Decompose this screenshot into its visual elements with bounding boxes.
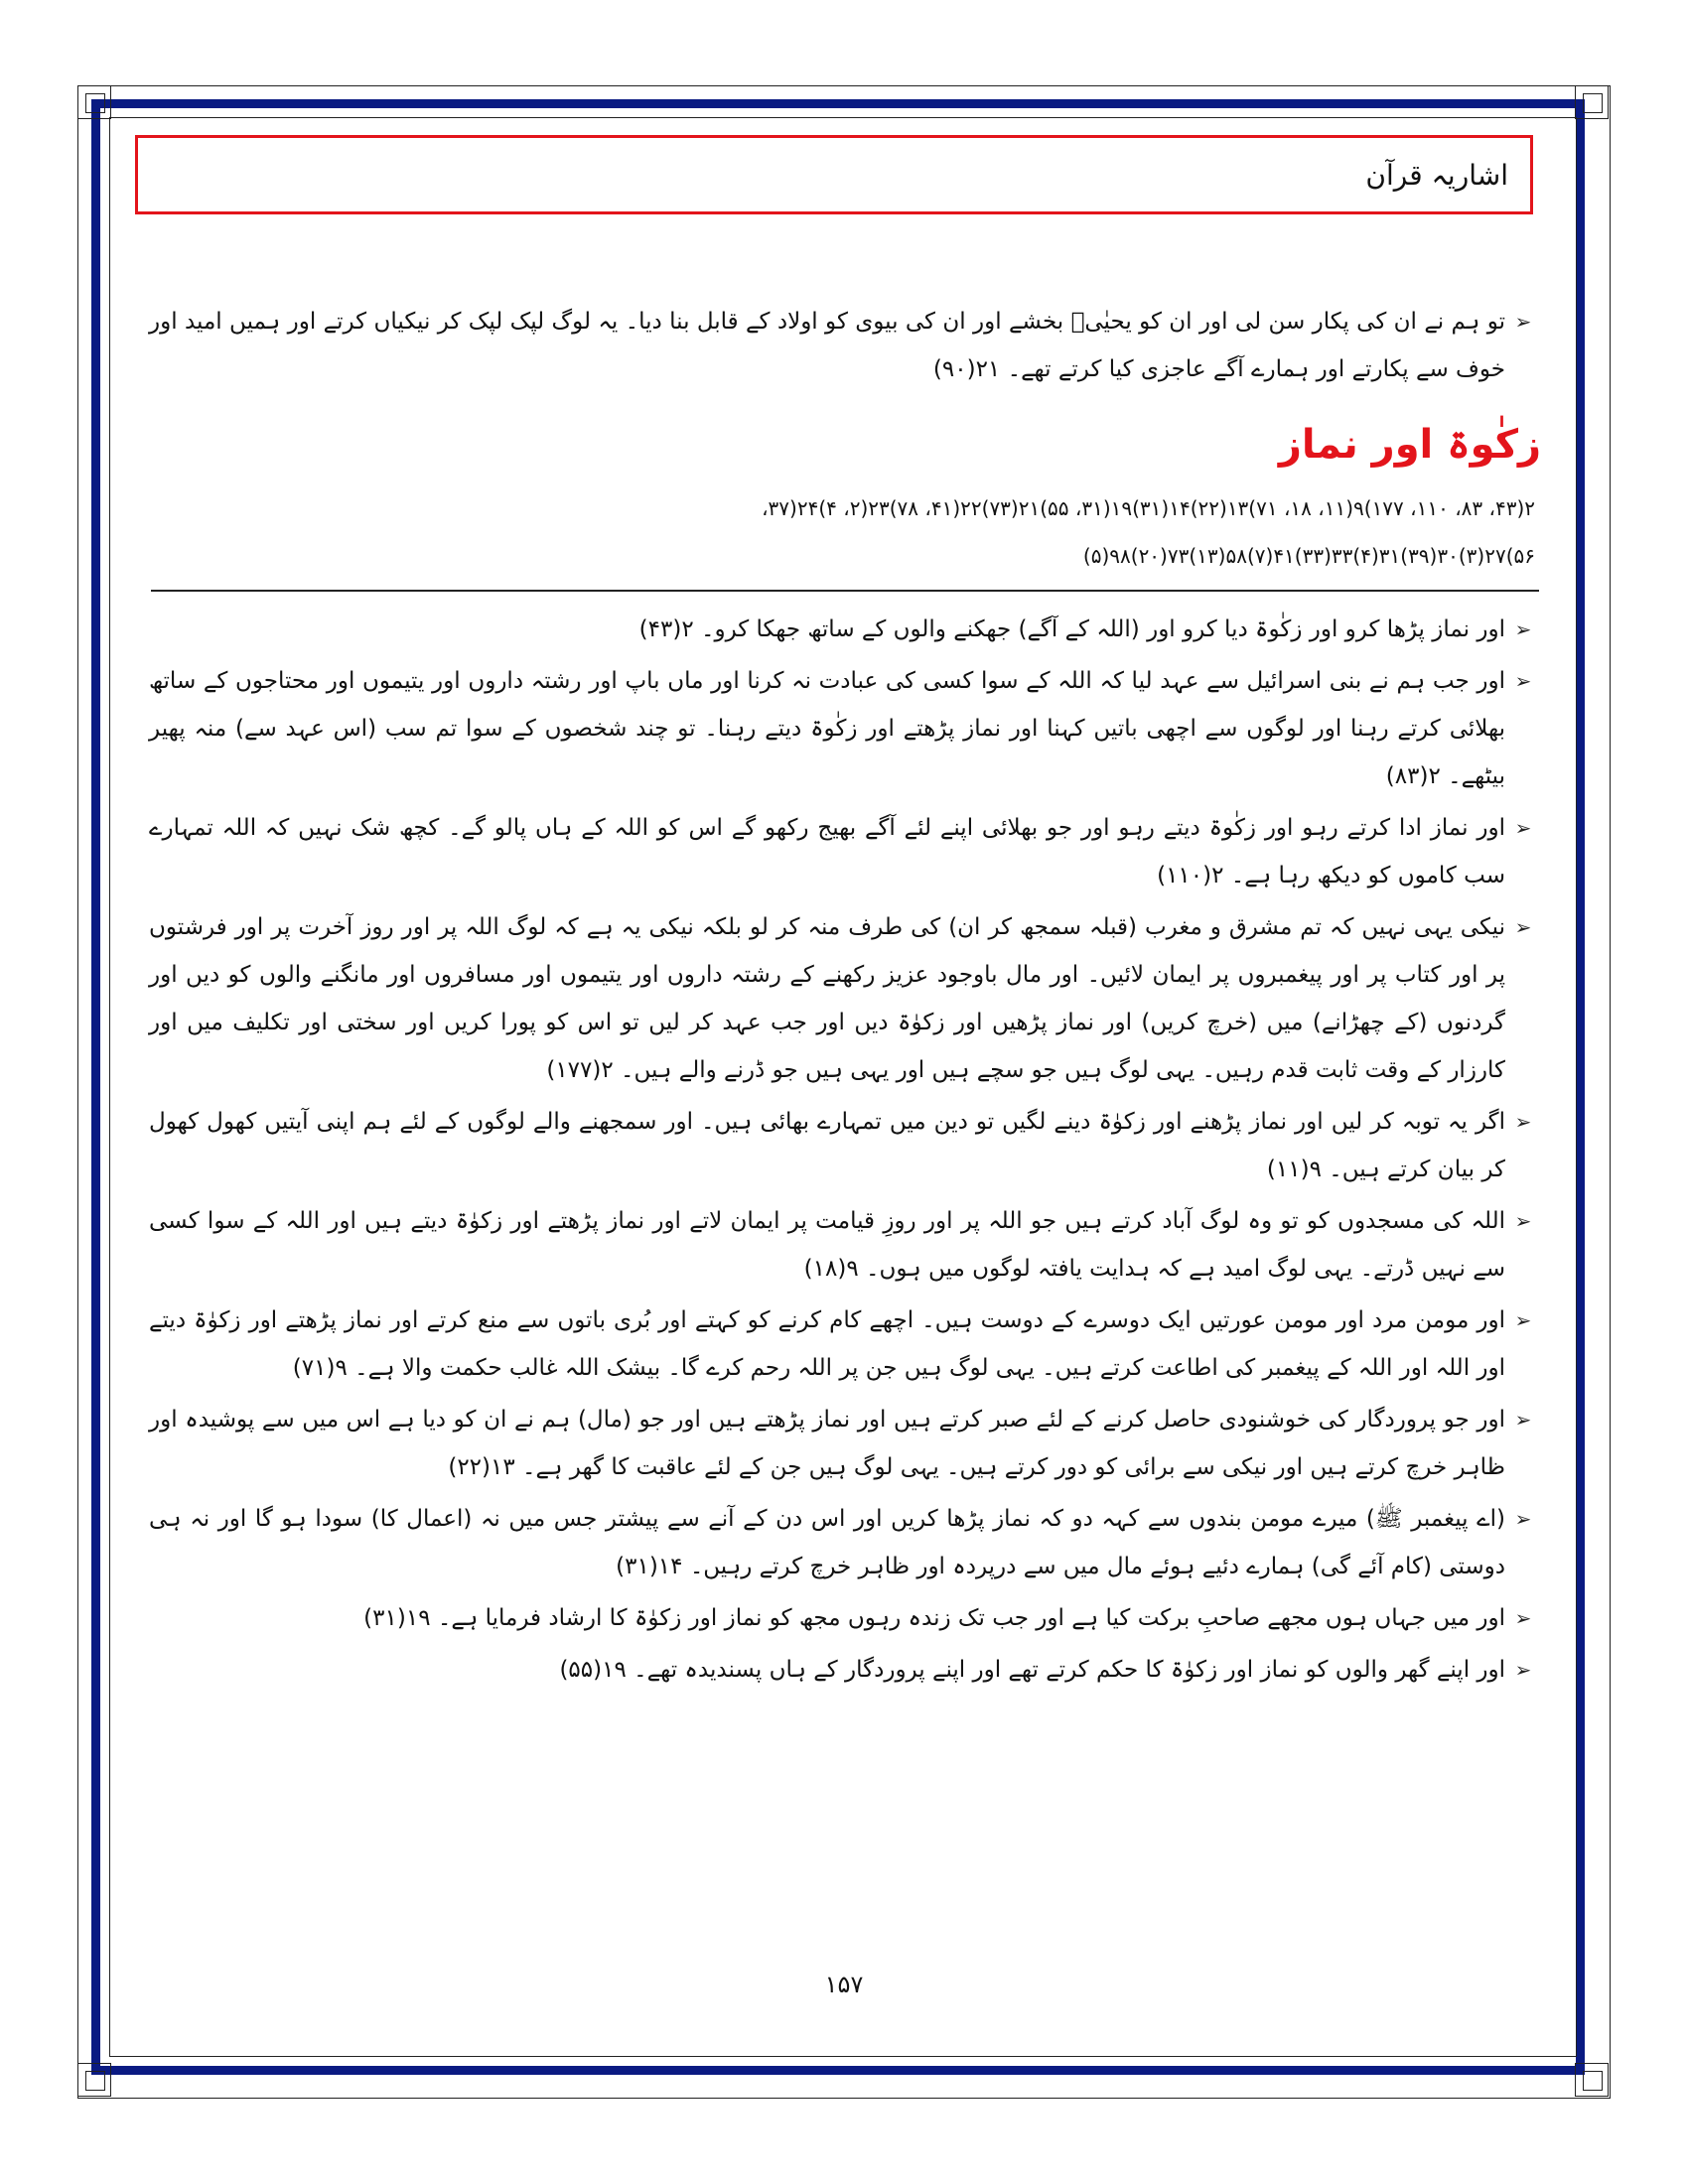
- frame-corner-ornament: [77, 2063, 111, 2097]
- section-divider: [151, 590, 1539, 592]
- arrow-bullet-icon: ➢: [1514, 1606, 1532, 1630]
- header-box: [135, 135, 1533, 214]
- arrow-bullet-icon: ➢: [1514, 669, 1532, 693]
- page-number: ۱۵۷: [824, 1971, 864, 1998]
- verse-entry: [149, 1297, 1541, 1392]
- frame-corner-ornament: [77, 85, 111, 119]
- reference-line: ۲(۴۳، ۸۳، ۱۱۰، ۱۷۷)۹(۱۱، ۱۸، ۷۱)۱۳(۲۲)۱۴(۳۱)۱۹(۳۱، ۵۵)۲۱(۷۳)۲۲(۴۱، ۷۸)۲۳(۲، ۴)۲۴(۳۷،: [762, 496, 1535, 520]
- verse-entry: [149, 1594, 1541, 1642]
- verse-entry: [149, 1098, 1541, 1193]
- verse-text: اور جو پروردگار کی خوشنودی حاصل کرنے کے لئے صبر کرتے ہیں اور نماز پڑھتے ہیں اور جو (مال) ہم نے ان کو دیا ہے اس میں سے پوشیدہ اور ظاہر خرچ کرتے ہیں اور نیکی سے برائی کو دور کرتے ہیں۔ یہی لوگ ہیں جن کے لئے عاقبت کا گھر ہے۔ ۱۳(۲۲): [149, 1407, 1505, 1480]
- verse-text: (اے پیغمبر ﷺ) میرے مومن بندوں سے کہہ دو کہ نماز پڑھا کریں اور اس دن کے آنے سے پیشتر جس میں نہ (اعمال کا) سودا ہو گا اور نہ ہی دوستی (کام آئے گی) ہمارے دئیے ہوئے مال میں سے درپردہ اور ظاہر خرچ کرتے رہیں۔ ۱۴(۳۱): [149, 1506, 1505, 1579]
- verse-text: تو ہم نے ان کی پکار سن لی اور ان کو یحیٰیؑ بخشے اور ان کی بیوی کو اولاد کے قابل بنا دیا۔ یہ لوگ لپک لپک کر نیکیاں کرتے اور ہمیں امید اور خوف سے پکارتے اور ہمارے آگے عاجزی کیا کرتے تھے۔ ۲۱(۹۰): [149, 309, 1505, 382]
- verse-text: اور مومن مرد اور مومن عورتیں ایک دوسرے کے دوست ہیں۔ اچھے کام کرنے کو کہتے اور بُری باتوں سے منع کرتے اور نماز پڑھتے اور زکوٰۃ دیتے اور اللہ اور اللہ کے پیغمبر کی اطاعت کرتے ہیں۔ یہی لوگ ہیں جن پر اللہ رحم کرے گا۔ بیشک اللہ غالب حکمت والا ہے۔ ۹(۷۱): [149, 1307, 1505, 1381]
- arrow-bullet-icon: ➢: [1514, 1658, 1532, 1682]
- verse-entry: [149, 804, 1541, 899]
- verse-entry: [149, 1495, 1541, 1590]
- arrow-bullet-icon: ➢: [1514, 1408, 1532, 1432]
- section-heading: زکٰوۃ اور نماز: [1278, 422, 1541, 468]
- verse-text: اگر یہ توبہ کر لیں اور نماز پڑھنے اور زکوٰۃ دینے لگیں تو دین میں تمہارے بھائی ہیں۔ اور سمجھنے والے لوگوں کے لئے ہم اپنی آیتیں کھول کھول کر بیان کرتے ہیں۔ ۹(۱۱): [149, 1109, 1505, 1182]
- verse-text: اللہ کی مسجدوں کو تو وہ لوگ آباد کرتے ہیں جو اللہ پر اور روزِ قیامت پر ایمان لاتے اور نماز پڑھتے اور زکوٰۃ دیتے ہیں اور اللہ کے سوا کسی سے نہیں ڈرتے۔ یہی لوگ امید ہے کہ ہدایت یافتہ لوگوں میں ہوں۔ ۹(۱۸): [149, 1208, 1505, 1282]
- verse-entry: [149, 606, 1541, 653]
- arrow-bullet-icon: ➢: [1514, 617, 1532, 641]
- arrow-bullet-icon: ➢: [1514, 1110, 1532, 1134]
- arrow-bullet-icon: ➢: [1514, 1507, 1532, 1531]
- verse-text: اور میں جہاں ہوں مجھے صاحبِ برکت کیا ہے اور جب تک زندہ رہوں مجھ کو نماز اور زکوٰۃ کا ارشاد فرمایا ہے۔ ۱۹(۳۱): [363, 1605, 1505, 1631]
- arrow-bullet-icon: ➢: [1514, 1308, 1532, 1332]
- verse-entry: [149, 298, 1541, 393]
- verse-text: نیکی یہی نہیں کہ تم مشرق و مغرب (قبلہ سمجھ کر ان) کی طرف منہ کر لو بلکہ نیکی یہ ہے کہ لوگ اللہ پر اور روز آخرت پر اور فرشتوں پر اور کتاب پر اور پیغمبروں پر ایمان لائیں۔ اور مال باوجود عزیز رکھنے کے رشتہ داروں اور یتیموں اور مسافروں اور مانگنے والوں کو دیں اور گردنوں (کے چھڑانے) میں (خرچ کریں) اور نماز پڑھیں اور زکوٰۃ دیں اور جب عہد کر لیں تو اس کو پورا کریں اور سختی اور تکلیف میں اور کارزار کے وقت ثابت قدم رہیں۔ یہی لوگ ہیں جو سچے ہیں اور یہی ہیں جو ڈرنے والے ہیں۔ ۲(۱۷۷): [149, 914, 1505, 1083]
- verse-text: اور نماز ادا کرتے رہو اور زکٰوۃ دیتے رہو اور جو بھلائی اپنے لئے آگے بھیج رکھو گے اس کو اللہ کے ہاں پالو گے۔ کچھ شک نہیں کہ اللہ تمہارے سب کاموں کو دیکھ رہا ہے۔ ۲(۱۱۰): [149, 815, 1505, 888]
- reference-line: ۵۶)۲۷(۳)۳۰(۳۹)۳۱(۴)۳۳(۳۳)۴۱(۷)۵۸(۱۳)۷۳(۲۰)۹۸(۵): [1082, 544, 1535, 568]
- frame-corner-ornament: [1575, 2063, 1609, 2097]
- frame-corner-ornament: [1575, 85, 1609, 119]
- verse-entry: [149, 1646, 1541, 1694]
- page-content: [149, 298, 1541, 1698]
- verse-entry: [149, 657, 1541, 800]
- arrow-bullet-icon: ➢: [1514, 310, 1532, 334]
- verse-text: اور جب ہم نے بنی اسرائیل سے عہد لیا کہ اللہ کے سوا کسی کی عبادت نہ کرنا اور ماں باپ اور رشتہ داروں اور یتیموں اور محتاجوں کے ساتھ بھلائی کرتے رہنا اور لوگوں سے اچھی باتیں کہنا اور نماز پڑھتے اور زکٰوۃ دیتے رہنا۔ تو چند شخصوں کے سوا تم سب (اس عہد سے) منہ پھیر بیٹھے۔ ۲(۸۳): [149, 668, 1505, 789]
- verse-entry: [149, 1197, 1541, 1293]
- arrow-bullet-icon: ➢: [1514, 915, 1532, 939]
- verse-text: اور اپنے گھر والوں کو نماز اور زکوٰۃ کا حکم کرتے تھے اور اپنے پروردگار کے ہاں پسندیدہ تھے۔ ۱۹(۵۵): [559, 1657, 1505, 1683]
- verse-entry: [149, 903, 1541, 1094]
- verse-text: اور نماز پڑھا کرو اور زکٰوۃ دیا کرو اور (اللہ کے آگے) جھکنے والوں کے ساتھ جھکا کرو۔ ۲(۴۳): [638, 616, 1505, 642]
- arrow-bullet-icon: ➢: [1514, 1209, 1532, 1233]
- header-title: اشاریہ قرآن: [1365, 158, 1508, 192]
- verse-entry: [149, 1396, 1541, 1491]
- arrow-bullet-icon: ➢: [1514, 816, 1532, 840]
